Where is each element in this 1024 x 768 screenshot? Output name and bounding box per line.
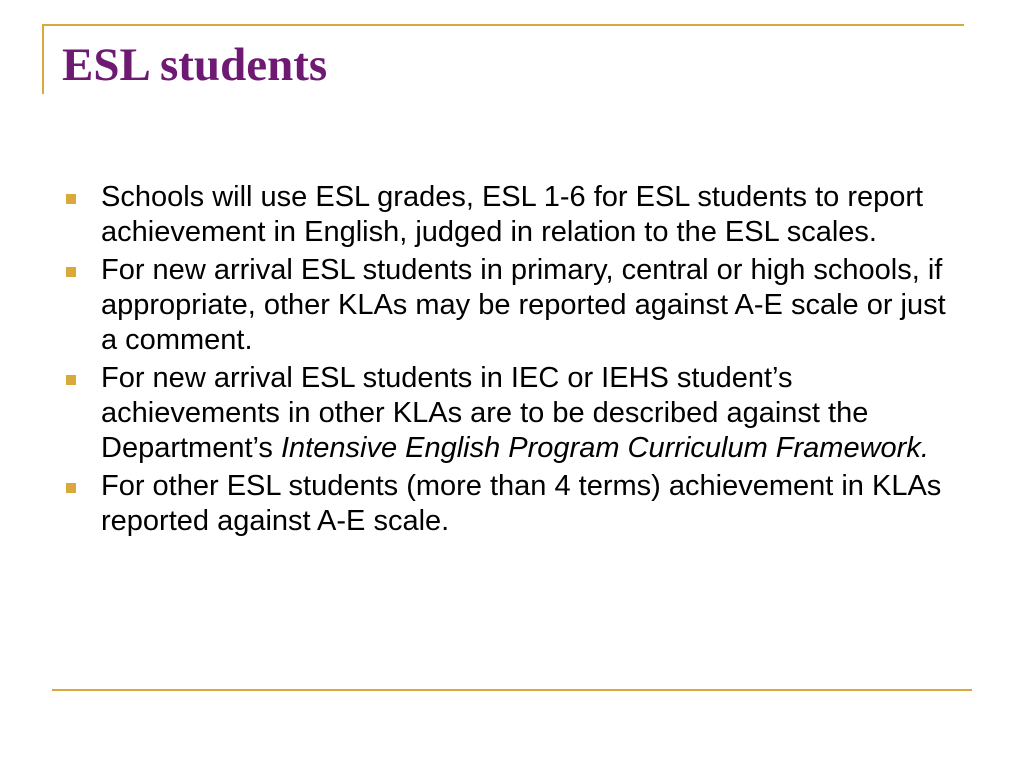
top-divider-line [42,24,964,26]
square-bullet-icon [66,375,76,385]
bullet-text-italic: Intensive English Program Curriculum Framework. [281,432,929,464]
square-bullet-icon [66,267,76,277]
square-bullet-icon [66,483,76,493]
bullet-item [64,180,964,250]
bullet-text: For new arrival ESL students in primary, central or high schools, if appropriate, other KLAs may be reported against A-E scale or just a comment. [101,254,946,356]
slide-title: ESL students [62,39,328,91]
bullet-text: For new arrival ESL students in IEC or IEHS student’s achievements in other KLAs are to be described against the Department’s [101,362,869,464]
bullet-text: Schools will use ESL grades, ESL 1-6 for ESL students to report achievement in English, judged in relation to the ESL scales. [101,181,924,248]
bullet-item [64,361,964,466]
bottom-divider-line [52,689,972,691]
square-bullet-icon [66,194,76,204]
bullet-item [64,469,964,539]
bullet-item [64,253,964,358]
bullet-list [64,180,964,542]
left-accent-line [42,24,44,94]
bullet-text: For other ESL students (more than 4 terms) achievement in KLAs reported against A-E scale. [101,470,942,537]
